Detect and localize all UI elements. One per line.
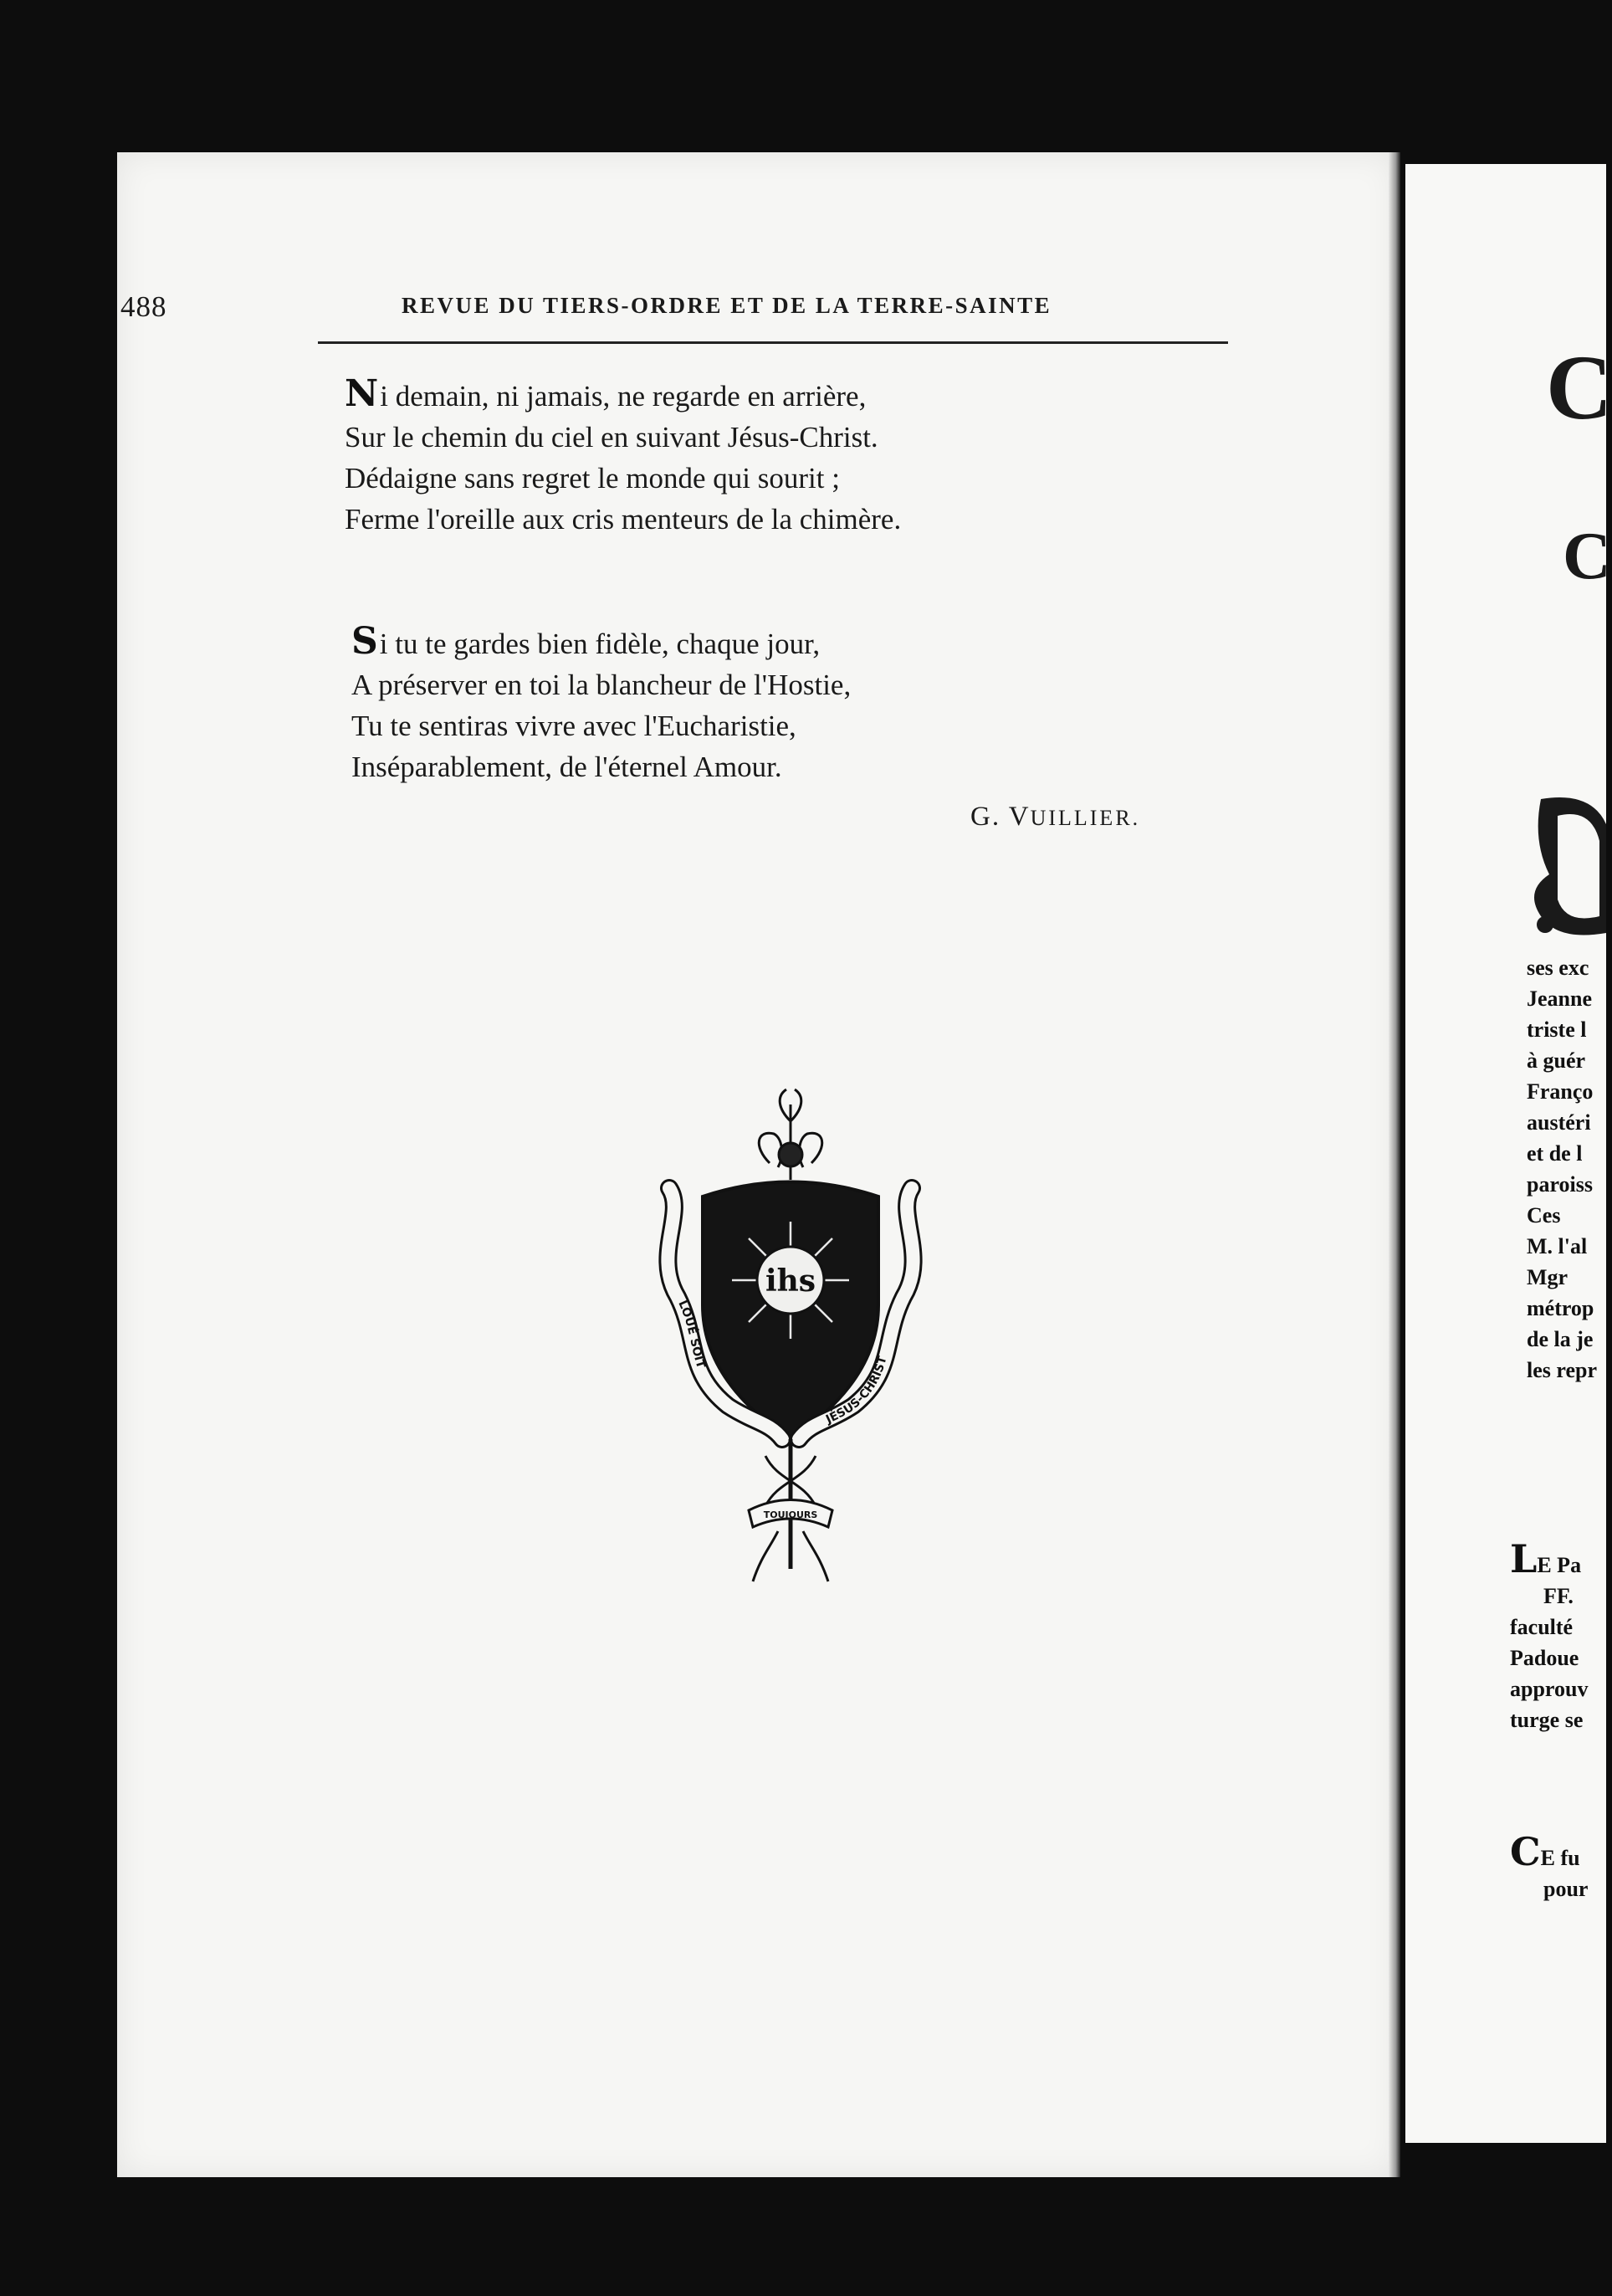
poem-line: A préserver en toi la blancheur de l'Hostie, <box>351 669 852 701</box>
poem-line: Sur le chemin du ciel en suivant Jésus-Christ. <box>345 421 878 454</box>
right-page-heading-fragment: C <box>1546 336 1612 438</box>
poem-line: Ni demain, ni jamais, ne regarde en arrière, <box>345 372 867 415</box>
poem-line: Dédaigne sans regret le monde qui sourit ; <box>345 462 840 495</box>
poem-line: Tu te sentiras vivre avec l'Eucharistie, <box>351 710 796 742</box>
right-page-column-3: CE fu pour <box>1510 1829 1589 1901</box>
poem-line: Si tu te gardes bien fidèle, chaque jour, <box>351 620 821 663</box>
poem-stanza-1 <box>345 373 901 540</box>
page-number: 488 <box>120 290 167 323</box>
poem-stanza-2 <box>351 621 851 787</box>
poem-line: Inséparablement, de l'éternel Amour. <box>351 751 782 783</box>
dropcap: N <box>345 372 379 415</box>
right-page-subheading-fragment: C <box>1563 520 1611 593</box>
running-title: REVUE DU TIERS-ORDRE ET DE LA TERRE-SAINTE <box>402 293 1052 318</box>
lily-flower-icon <box>759 1089 821 1180</box>
ihs-shield-emblem <box>652 1088 929 1590</box>
poem-signature: G. VUILLIER. <box>970 802 1141 832</box>
ribbon-text-left: LOUÉ SOIT <box>675 1298 708 1371</box>
dropcap: L <box>1510 1536 1538 1581</box>
right-page-column-2: LE Pa FF. faculté Padoue approuv turge se <box>1510 1536 1589 1732</box>
dropcap: S <box>351 620 378 663</box>
header-rule <box>318 341 1228 344</box>
dropcap: C <box>1510 1829 1541 1874</box>
ornate-initial-icon <box>1524 791 1606 941</box>
page-gutter <box>1389 152 1400 2177</box>
right-page-column-1: ses exc Jeanne triste l à guér Franço austéri et de l paroiss Ces M. l'al Mgr métrop de la je les repr <box>1527 956 1597 1382</box>
ribbon-text-right: JÉSUS-CHRIST <box>823 1355 890 1427</box>
ribbon-text-bottom: TOUJOURS <box>763 1509 818 1520</box>
poem-line: Ferme l'oreille aux cris menteurs de la chimère. <box>345 503 902 536</box>
ihs-monogram: ihs <box>765 1263 816 1299</box>
